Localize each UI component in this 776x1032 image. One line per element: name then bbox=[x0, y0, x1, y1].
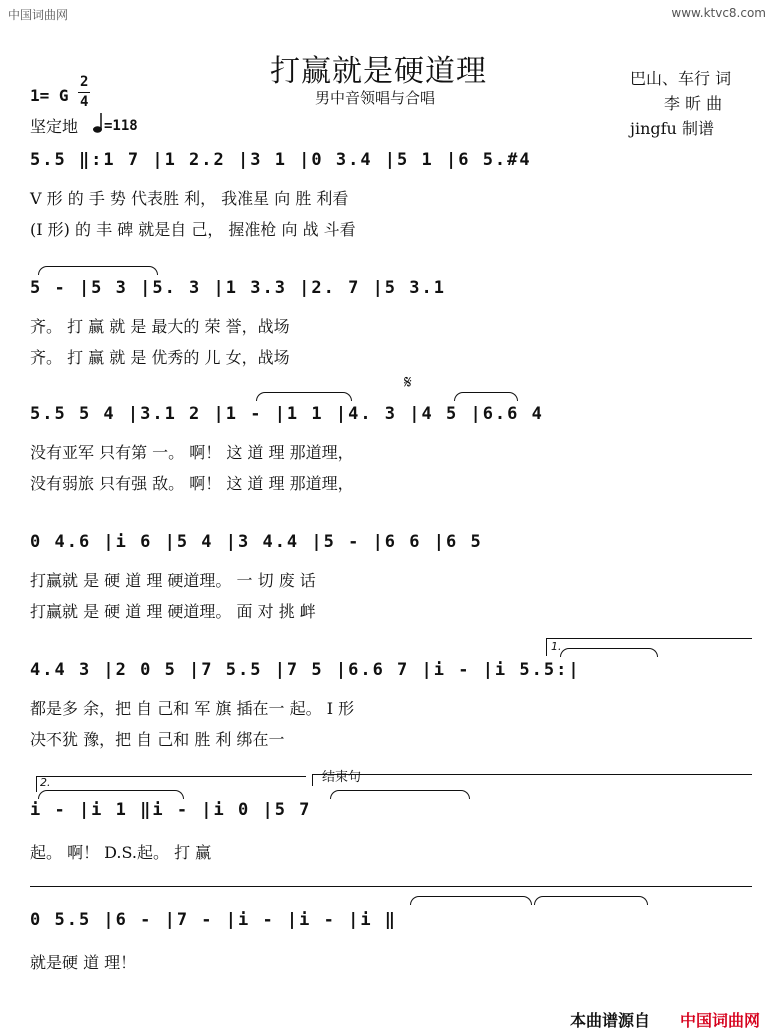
score-row-4 bbox=[30, 532, 483, 622]
notation-line: 5 - |5 3 |5. 3 |1 3.3 |2. 7 |5 3.1 bbox=[30, 278, 446, 298]
ending-label: 结束句 bbox=[322, 770, 362, 785]
time-signature-bottom: 4 bbox=[80, 94, 89, 110]
tie-arc bbox=[256, 392, 352, 401]
separator-line bbox=[30, 886, 752, 887]
slur-arc bbox=[454, 392, 518, 401]
ending-bracket bbox=[312, 774, 752, 775]
tempo-marking: 坚定地 bbox=[30, 117, 79, 136]
typesetter-credit: jingfu 制谱 bbox=[630, 119, 714, 138]
tie-arc bbox=[38, 266, 158, 275]
score-row-6 bbox=[30, 800, 311, 863]
volta-2-bracket bbox=[36, 776, 306, 777]
lyric-line-1: 齐。 打 赢 就 是 最大的 荣 誉，战场 bbox=[30, 317, 290, 336]
lyric-line-1: 起。 啊！ D.S.起。 打 赢 bbox=[30, 843, 212, 862]
notation-line: 0 5.5 |6 - |7 - |i - |i - |i ‖ bbox=[30, 910, 398, 930]
volta-1-bracket bbox=[546, 638, 752, 639]
notation-line: i - |i 1 ‖i - |i 0 |5 7 bbox=[30, 800, 312, 820]
volta-1-hook bbox=[546, 638, 547, 656]
time-signature-line bbox=[78, 92, 90, 93]
composer-credit: 李 昕 曲 bbox=[664, 94, 723, 113]
score-row-5 bbox=[30, 660, 581, 750]
lyric-line-1: 都是多 余，把 自 己和 军 旗 插在一 起。 I 形 bbox=[30, 699, 355, 718]
score-row-7 bbox=[30, 910, 397, 973]
footer-site-link[interactable]: 中国词曲网 bbox=[680, 1011, 761, 1030]
volta-2-hook bbox=[36, 776, 37, 792]
notation-line: 5.5 ‖:1 7 |1 2.2 |3 1 |0 3.4 |5 1 |6 5.#4 bbox=[30, 150, 532, 170]
time-signature-top: 2 bbox=[80, 74, 89, 90]
lyricist-credit: 巴山、车行 词 bbox=[630, 69, 732, 88]
lyric-line-2: 决不犹 豫，把 自 己和 胜 利 绑在一 bbox=[30, 730, 285, 749]
tie-arc bbox=[38, 790, 184, 799]
lyric-line-2: 没有弱旅 只有强 敌。 啊！ 这 道 理 那道理， bbox=[30, 474, 354, 493]
tie-arc bbox=[534, 896, 648, 905]
score-row-1 bbox=[30, 150, 532, 240]
ending-hook bbox=[312, 774, 313, 786]
tie-arc bbox=[560, 648, 658, 657]
song-subtitle: 男中音领唱与合唱 bbox=[315, 89, 436, 107]
tempo-value: =118 bbox=[104, 118, 138, 134]
lyric-line-1: 就是硬 道 理！ bbox=[30, 953, 137, 972]
lyric-line-2: 齐。 打 赢 就 是 优秀的 儿 女，战场 bbox=[30, 348, 290, 367]
notation-line: 5.5 5 4 |3.1 2 |1 - |1 1 |4. 3 |4 5 |6.6 4 bbox=[30, 404, 544, 424]
lyric-line-1: 打赢就 是 硬 道 理 硬道理。 一 切 废 话 bbox=[30, 571, 316, 590]
lyric-line-2: 打赢就 是 硬 道 理 硬道理。 面 对 挑 衅 bbox=[30, 602, 316, 621]
tie-arc bbox=[330, 790, 470, 799]
volta-1-label: 1. bbox=[551, 640, 562, 653]
notation-line: 4.4 3 |2 0 5 |7 5.5 |7 5 |6.6 7 |i - |i 5.5:| bbox=[30, 660, 581, 680]
lyric-line-2: (I 形) 的 丰 碑 就是自 己， 握准枪 向 战 斗看 bbox=[30, 220, 356, 239]
quarter-note-icon bbox=[92, 112, 104, 138]
tie-arc bbox=[410, 896, 532, 905]
footer-source: 本曲谱源自 bbox=[570, 1011, 651, 1030]
watermark-left: 中国词曲网 bbox=[8, 8, 69, 22]
key-signature: 1= G bbox=[30, 86, 69, 105]
lyric-line-1: 没有亚军 只有第 一。 啊！ 这 道 理 那道理， bbox=[30, 443, 354, 462]
volta-2-label: 2. bbox=[40, 776, 51, 789]
notation-line: 0 4.6 |i 6 |5 4 |3 4.4 |5 - |6 6 |6 5 bbox=[30, 532, 483, 552]
score-row-2 bbox=[30, 278, 446, 368]
song-title: 打赢就是硬道理 bbox=[270, 54, 487, 89]
segno-icon: 𝄋 bbox=[404, 372, 412, 393]
watermark-right: www.ktvc8.com bbox=[671, 6, 766, 20]
lyric-line-1: V 形 的 手 势 代表胜 利， 我准星 向 胜 利看 bbox=[30, 189, 349, 208]
score-row-3 bbox=[30, 404, 544, 494]
